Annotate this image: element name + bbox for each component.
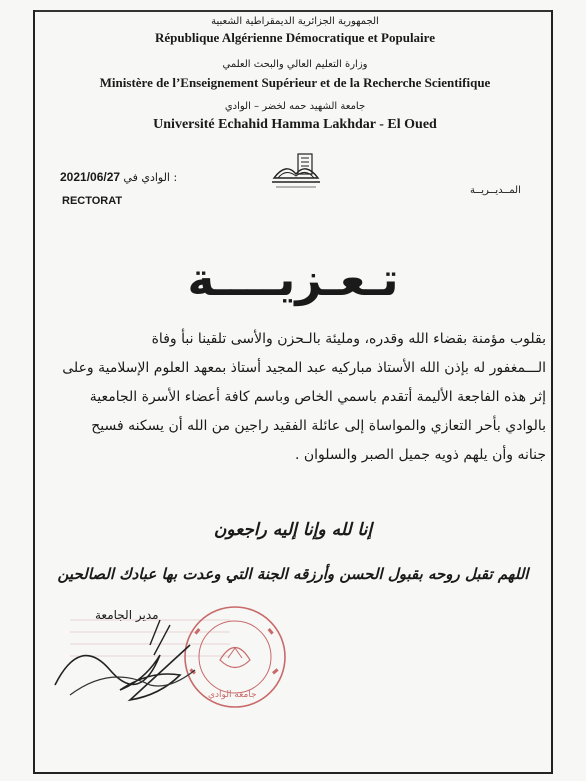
- condolence-title: تـعـزيــــة: [187, 252, 399, 306]
- body-line: بالوادي بأحر التعازي والمواساة إلى عائلة الفقيد راجين من الله أن يسكنه فسيح: [91, 418, 546, 434]
- university-french: Université Echahid Hamma Lakhdar - El Oued: [153, 117, 437, 132]
- seal-caption: جامعة الوادي: [208, 690, 257, 700]
- directorate-label: المــديــريــة: [470, 185, 521, 196]
- university-arabic: جامعة الشهيد حمه لخضر – الوادي: [224, 101, 366, 112]
- date-value: 2021/06/27: [60, 170, 121, 184]
- date-label: الوادي في :: [123, 171, 178, 184]
- quran-verse: إنا لله وإنا إليه راجعون: [213, 520, 373, 540]
- body-line: جنانه وأن يلهم ذويه جميل الصبر والسلوان .: [294, 447, 546, 463]
- date-line: [60, 170, 177, 184]
- prayer-line: اللهم تقبل روحه بقبول الحسن وأرزقه الجنة التي وعدت بها عبادك الصالحين: [57, 565, 529, 583]
- university-logo: [268, 148, 324, 192]
- body-line: إثر هذه الفاجعة الأليمة أتقدم باسمي الخاص وباسم كافة أعضاء الأسرة الجامعية: [89, 389, 546, 405]
- ministry-arabic: وزارة التعليم العالي والبحث العلمي: [222, 59, 368, 70]
- handwritten-signature-icon: [50, 615, 200, 715]
- ministry-french: Ministère de l’Enseignement Supérieur et de la Recherche Scientifique: [99, 75, 491, 90]
- body-line: الـــمغفور له بإذن الله الأستاذ مباركيه عبد المجيد أستاذ بمعهد العلوم الإسلامية وعلى: [62, 360, 546, 376]
- republic-arabic: الجمهورية الجزائرية الديمقراطية الشعبية: [211, 16, 379, 27]
- condolence-body: [60, 325, 546, 470]
- republic-french: République Algérienne Démocratique et Populaire: [155, 30, 435, 45]
- signature-title: مدير الجامعة: [95, 608, 159, 622]
- body-line: بقلوب مؤمنة بقضاء الله وقدره، ومليئة بالـحزن والأسى تلقينا نبأ وفاة: [151, 331, 546, 347]
- rectorat-label: RECTORAT: [62, 195, 123, 207]
